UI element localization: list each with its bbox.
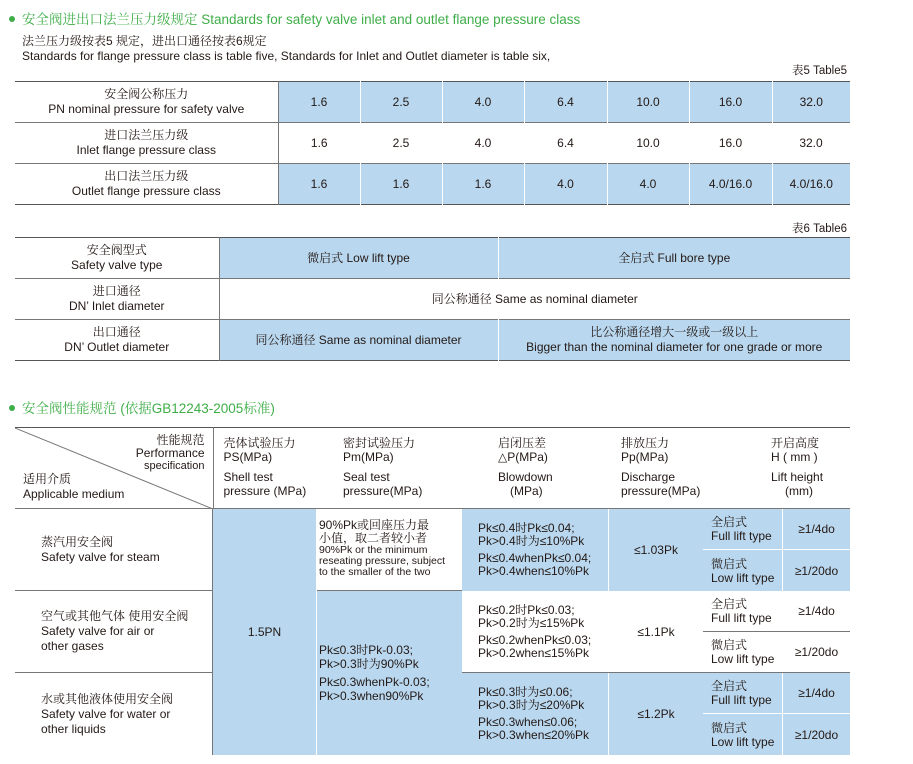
perf-lift-value: ≥1/4do bbox=[783, 591, 850, 632]
label-cn: 出口通径 bbox=[92, 325, 141, 339]
hdr-en2: pressure (MPa) bbox=[223, 484, 307, 498]
label-cn: 进口通径 bbox=[92, 284, 141, 298]
perf-header-row bbox=[15, 428, 850, 509]
medium-en: other gases bbox=[41, 639, 104, 653]
table6-outlet-full bbox=[498, 320, 850, 361]
table5-cell: 2.5 bbox=[392, 136, 410, 150]
perf-discharge-cell: ≤1.2Pk bbox=[609, 673, 703, 755]
lift-label-line: Full lift type bbox=[711, 611, 772, 625]
seal-steam-cn bbox=[319, 519, 462, 545]
perf-blowdown-cell bbox=[462, 591, 609, 673]
table6-inlet-value: 同公称通径 Same as nominal diameter bbox=[431, 292, 638, 306]
hdr-en1: Shell test bbox=[223, 470, 273, 484]
table6-label-inlet bbox=[15, 279, 219, 320]
header-seal bbox=[317, 428, 462, 509]
lift-label-line: 全启式 bbox=[711, 597, 748, 611]
lift-label-line: Low lift type bbox=[711, 734, 775, 749]
label-en: Safety valve type bbox=[71, 258, 163, 272]
table5-row bbox=[15, 123, 850, 164]
seal-line: 90%Pk or the minimum bbox=[319, 544, 428, 556]
perf-lift-value: ≥1/4do bbox=[783, 673, 850, 714]
intro-cn: 法兰压力级按表5 规定，进出口通径按表6规定 bbox=[22, 34, 267, 48]
seal-line: to the smaller of the two bbox=[319, 566, 431, 578]
performance-body bbox=[15, 509, 850, 755]
label-cn: 进口法兰压力级 bbox=[104, 128, 189, 142]
perf-lift-label bbox=[703, 550, 783, 591]
seal-line: reseating pressure, subject bbox=[319, 555, 446, 567]
perf-lift-value: ≥1/20do bbox=[783, 550, 850, 591]
perf-blowdown-cell bbox=[462, 509, 609, 591]
seal-line: Pk≤0.3时Pk-0.03; bbox=[319, 643, 413, 657]
label-en: Outlet flange pressure class bbox=[71, 184, 221, 198]
table5-row bbox=[15, 82, 850, 123]
header-lift-inner bbox=[771, 436, 823, 498]
blowdown-line: Pk≤0.3when≤0.06; bbox=[478, 715, 578, 729]
hdr-cn: 开启高度 bbox=[771, 436, 820, 450]
perf-medium-cell bbox=[15, 673, 213, 755]
perf-lift-label bbox=[703, 591, 783, 632]
blowdown-line: Pk≤0.3时为≤0.06; bbox=[478, 685, 573, 699]
corner-spec-cn: 性能规范 bbox=[156, 433, 205, 447]
lift-label-line: 微启式 bbox=[711, 720, 748, 735]
perf-blowdown-cell bbox=[462, 673, 609, 755]
table6-row-outlet bbox=[15, 320, 850, 361]
perf-lift-value: ≥1/20do bbox=[783, 714, 850, 755]
lift-label-line: 微启式 bbox=[711, 638, 748, 652]
table5-cell: 1.6 bbox=[278, 164, 360, 205]
hdr-en1: Discharge bbox=[621, 470, 676, 484]
table5-cell: 4.0 bbox=[607, 164, 689, 205]
table5-cell: 1.6 bbox=[442, 164, 524, 205]
bullet-icon bbox=[9, 16, 15, 22]
label-cn: 出口法兰压力级 bbox=[104, 169, 189, 183]
table5-row-label bbox=[15, 82, 278, 123]
lift-label-line: Full lift type bbox=[711, 693, 772, 707]
table5-cell: 1.6 bbox=[278, 82, 360, 123]
seal-line: 小值，取二者较小者 bbox=[319, 531, 428, 545]
table5-cell: 16.0 bbox=[718, 136, 743, 150]
label-cn: 安全阀公称压力 bbox=[104, 87, 189, 101]
perf-medium-cell bbox=[15, 591, 213, 673]
hdr-cn: 启闭压差 bbox=[498, 436, 547, 450]
hdr-en2: pressure(MPa) bbox=[343, 484, 423, 498]
blowdown-line: Pk>0.2时为≤15%Pk bbox=[478, 615, 585, 630]
table5-cell: 2.5 bbox=[360, 82, 442, 123]
perf-seal-steam bbox=[317, 509, 462, 591]
lift-label-line: 全启式 bbox=[711, 679, 748, 693]
lift-label-line: Full lift type bbox=[711, 529, 772, 543]
lift-label-line: 全启式 bbox=[711, 515, 748, 529]
seal-steam-en bbox=[319, 545, 462, 578]
hdr-sym: PS(MPa) bbox=[223, 450, 273, 464]
intro-en: Standards for flange pressure class is table five, Standards for Inlet and Outlet diameter is table six, bbox=[22, 49, 551, 63]
lift-label-line: 微启式 bbox=[711, 556, 748, 571]
table5-cell: 6.4 bbox=[557, 136, 574, 150]
table5-cell: 6.4 bbox=[524, 82, 607, 123]
table6-caption: 表6 Table6 bbox=[792, 223, 847, 235]
seal-line: Pk>0.3when90%Pk bbox=[319, 689, 424, 703]
blowdown-line: Pk≤0.2whenPk≤0.03; bbox=[478, 632, 592, 647]
seal-line: Pk>0.3时为90%Pk bbox=[319, 657, 419, 671]
hdr-sym: Pp(MPa) bbox=[621, 450, 669, 464]
section-title-text: 安全阀进出口法兰压力级规定 Standards for safety valve inlet and outlet flange pressure class bbox=[22, 12, 581, 27]
blowdown-line: Pk>0.3时为≤20%Pk bbox=[478, 698, 585, 712]
table6-outlet-micro: 同公称通径 Same as nominal diameter bbox=[219, 320, 498, 361]
hdr-cn: 壳体试验压力 bbox=[223, 436, 296, 450]
perf-lift-label bbox=[703, 509, 783, 550]
table5 bbox=[15, 81, 850, 205]
corner-medium bbox=[23, 472, 124, 502]
table5-cell: 4.0/16.0 bbox=[689, 164, 772, 205]
perf-corner-cell bbox=[15, 428, 213, 509]
performance-table bbox=[15, 427, 850, 509]
corner-medium-cn: 适用介质 bbox=[23, 472, 72, 486]
medium-cn: 水或其他液体使用安全阀 bbox=[41, 691, 174, 706]
hdr-sym: △P(MPa) bbox=[498, 450, 548, 464]
perf-lift-value: ≥1/20do bbox=[783, 632, 850, 673]
table5-row bbox=[15, 164, 850, 205]
lift-label-line: Low lift type bbox=[711, 570, 775, 585]
medium-en: Safety valve for water or bbox=[41, 706, 171, 721]
table5-cell: 4.0/16.0 bbox=[772, 164, 850, 205]
label-en: Inlet flange pressure class bbox=[76, 143, 216, 157]
outlet-full-cn: 比公称通径增大一级或一级以上 bbox=[590, 325, 759, 339]
hdr-en1: Blowdown bbox=[498, 470, 553, 484]
blowdown-line: Pk≤0.4whenPk≤0.04; bbox=[478, 551, 592, 565]
hdr-cn: 排放压力 bbox=[621, 436, 670, 450]
perf-seal-other bbox=[317, 591, 462, 755]
blowdown-line: Pk>0.2when≤15%Pk bbox=[478, 645, 589, 660]
table6 bbox=[15, 237, 850, 361]
blowdown-line: Pk≤0.2时Pk≤0.03; bbox=[478, 602, 575, 617]
outlet-full-en: Bigger than the nominal diameter for one grade or more bbox=[526, 340, 823, 354]
table5-cell: 4.0 bbox=[474, 136, 492, 150]
table5-caption: 表5 Table5 bbox=[792, 65, 847, 77]
medium-cn: 空气或其他气体 使用安全阀 bbox=[41, 609, 189, 623]
label-en: DN’ Outlet diameter bbox=[64, 340, 170, 354]
perf-lift-label bbox=[703, 632, 783, 673]
medium-cn: 蒸汽用安全阀 bbox=[41, 534, 114, 549]
perf-medium-cell bbox=[15, 509, 213, 591]
corner-spec bbox=[136, 434, 205, 473]
section-title-performance bbox=[9, 397, 275, 417]
section-title-text: 安全阀性能规范 (依据GB12243-2005标准) bbox=[22, 401, 275, 416]
table6-full-type: 全启式 Full bore type bbox=[498, 238, 850, 279]
medium-en: Safety valve for air or bbox=[41, 624, 155, 638]
table6-row-type bbox=[15, 238, 850, 279]
header-discharge bbox=[609, 428, 783, 509]
hdr-cn: 密封试验压力 bbox=[343, 436, 416, 450]
hdr-en1: Seal test bbox=[343, 470, 390, 484]
table5-cell: 1.6 bbox=[360, 164, 442, 205]
seal-line: 90%Pk或回座压力最 bbox=[319, 518, 430, 532]
table6-micro-type: 微启式 Low lift type bbox=[219, 238, 498, 279]
table5-row-label bbox=[15, 123, 278, 164]
blowdown-line: Pk≤0.4时Pk≤0.04; bbox=[478, 521, 575, 535]
table5-cell: 10.0 bbox=[636, 136, 660, 150]
label-cn: 安全阀型式 bbox=[86, 243, 147, 257]
table5-cell: 10.0 bbox=[607, 82, 689, 123]
table5-row-label bbox=[15, 164, 278, 205]
table5-cell: 1.6 bbox=[310, 136, 328, 150]
header-blowdown bbox=[462, 428, 609, 509]
header-lift bbox=[771, 428, 850, 509]
label-en: DN’ Inlet diameter bbox=[68, 299, 165, 313]
corner-medium-en: Applicable medium bbox=[23, 487, 125, 501]
blowdown-line: Pk>0.4时为≤10%Pk bbox=[478, 534, 585, 548]
hdr-en2: pressure(MPa) bbox=[621, 484, 701, 498]
table6-label-type bbox=[15, 238, 219, 279]
seal-line: Pk≤0.3whenPk-0.03; bbox=[319, 675, 430, 689]
medium-en: other liquids bbox=[41, 721, 106, 736]
label-en: PN nominal pressure for safety valve bbox=[48, 102, 245, 116]
section-title-flange bbox=[9, 8, 580, 28]
table5-cell: 4.0 bbox=[524, 164, 607, 205]
bullet-icon bbox=[9, 405, 15, 411]
blowdown-line: Pk>0.4when≤10%Pk bbox=[478, 564, 589, 578]
hdr-sym: H ( mm ) bbox=[771, 450, 818, 464]
hdr-en1: Lift height bbox=[771, 470, 824, 484]
blowdown-line: Pk>0.3when≤20%Pk bbox=[478, 728, 589, 742]
table6-row-inlet bbox=[15, 279, 850, 320]
medium-en: Safety valve for steam bbox=[41, 549, 160, 564]
lift-label-line: Low lift type bbox=[711, 652, 775, 666]
table5-cell: 4.0 bbox=[442, 82, 524, 123]
hdr-en2: (mm) bbox=[785, 484, 813, 498]
perf-discharge-cell: ≤1.03Pk bbox=[609, 509, 703, 591]
perf-lift-label bbox=[703, 714, 783, 755]
corner-spec-en1: Performance bbox=[135, 446, 205, 460]
header-shell bbox=[213, 428, 317, 509]
perf-discharge-cell: ≤1.1Pk bbox=[609, 591, 703, 673]
perf-shell-value: 1.5PN bbox=[213, 509, 317, 755]
table5-cell: 16.0 bbox=[689, 82, 772, 123]
table5-cell: 32.0 bbox=[772, 82, 850, 123]
table6-label-outlet bbox=[15, 320, 219, 361]
table5-cell: 32.0 bbox=[799, 136, 823, 150]
hdr-en2: (MPa) bbox=[510, 484, 543, 498]
perf-lift-value: ≥1/4do bbox=[783, 509, 850, 550]
perf-lift-label bbox=[703, 673, 783, 714]
hdr-sym: Pm(MPa) bbox=[343, 450, 394, 464]
corner-spec-en2: specification bbox=[143, 460, 205, 472]
